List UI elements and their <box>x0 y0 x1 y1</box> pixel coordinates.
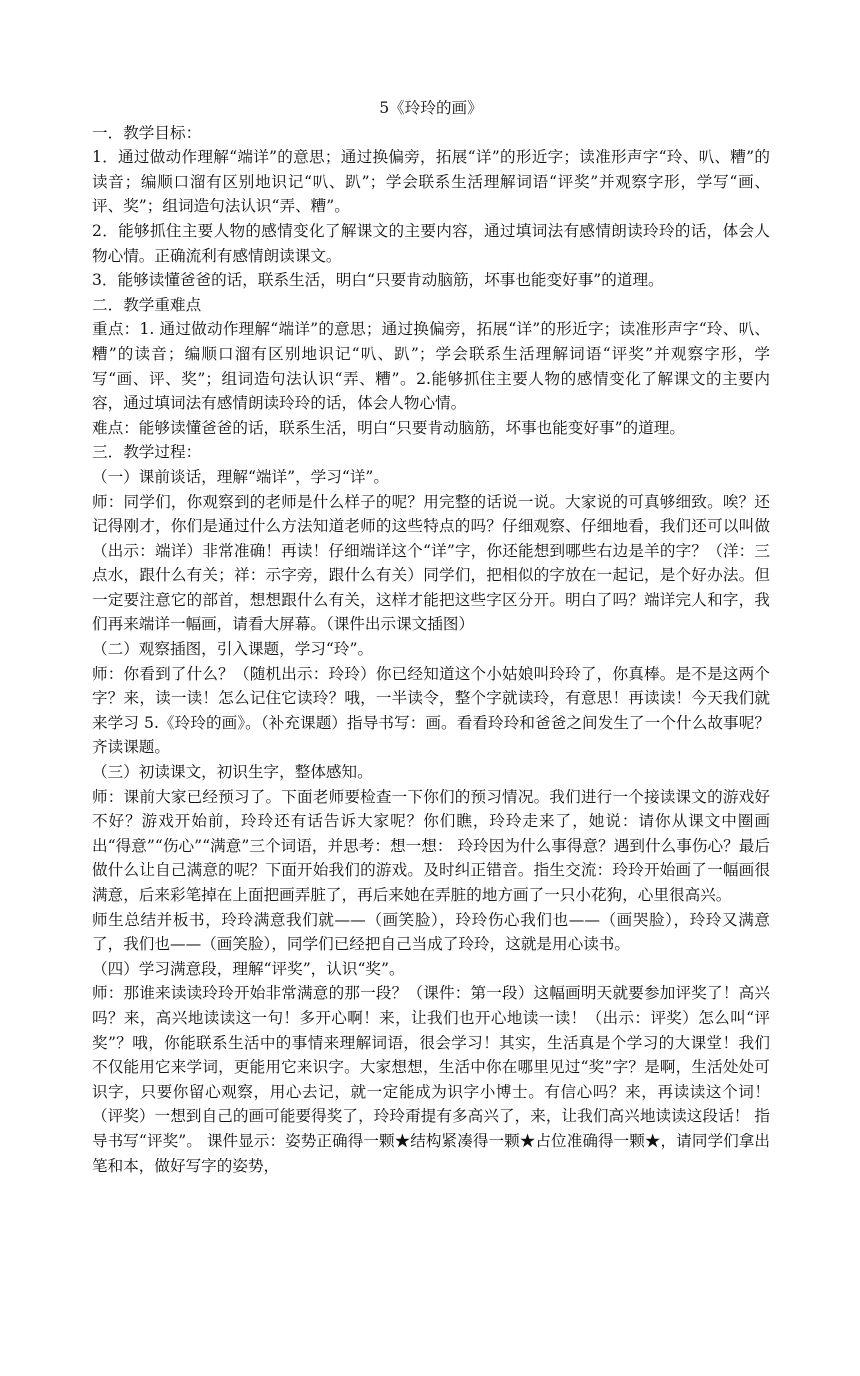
document-title: 5《玲玲的画》 <box>379 99 483 117</box>
step-2-body: 师：你看到了什么？（随机出示：玲玲）你已经知道这个小姑娘叫玲玲了，你真棒。是不是这两个字？来，读一读！怎么记住它读玲？哦，一半读令，整个字就读玲，有意思！再读读！今天我们就来学习 5.《玲玲的画》。（补充课题）指导书写：画。看看玲玲和爸爸之间发生了一个什么故事呢？齐读课题。 <box>92 664 770 757</box>
document-page <box>92 96 770 1178</box>
step-3-summary: 师生总结并板书，玲玲满意我们就——（画笑脸），玲玲伤心我们也——（画哭脸），玲玲又满意了，我们也——（画笑脸），同学们已经把自己当成了玲玲，这就是用心读书。 <box>92 910 770 954</box>
objective-2: 2．能够抓住主要人物的感情变化了解课文的主要内容，通过填词法有感情朗读玲玲的话，体会人物心情。正确流利有感情朗读课文。 <box>92 221 770 265</box>
step-3-heading: （三）初读课文，初识生字，整体感知。 <box>92 763 373 782</box>
step-1-body: 师：同学们，你观察到的老师是什么样子的呢？用完整的话说一说。大家说的可真够细致。唉？还记得刚才，你们是通过什么方法知道老师的这些特点的吗？仔细观察、仔细地看，我们还可以叫做（出示：端详）非常准确！再读！仔细端详这个“详”字，你还能想到哪些右边是羊的字？（洋：三点水，跟什么有关；祥：示字旁，跟什么有关）同学们，把相似的字放在一起记，是个好办法。但一定要注意它的部首，想想跟什么有关，这样才能把这些字区分开。明白了吗？端详完人和字，我们再来端详一幅画，请看大屏幕。（课件出示课文插图） <box>92 492 770 634</box>
section-heading-process: 三．教学过程： <box>92 443 202 462</box>
section-heading-objectives: 一．教学目标： <box>92 123 202 142</box>
difficulty-paragraph: 难点：能够读懂爸爸的话，联系生活，明白“只要肯动脑筋，坏事也能变好事”的道理。 <box>92 418 685 437</box>
section-heading-key-points: 二．教学重难点 <box>92 295 202 314</box>
step-2-heading: （二）观察插图，引入课题，学习“玲”。 <box>92 640 374 659</box>
step-4-body: 师：那谁来读读玲玲开始非常满意的那一段？（课件：第一段）这幅画明天就要参加评奖了！高兴吗？来，高兴地读读这一句！多开心啊！来，让我们也开心地读一读！（出示：评奖）怎么叫“评奖”？哦，你能联系生活中的事情来理解词语，很会学习！其实，生活真是个学习的大课堂！我们不仅能用它来学词，更能用它来识字。大家想想，生活中你在哪里见过“奖”字？是啊，生活处处可识字，只要你留心观察，用心去记，就一定能成为识字小博士。有信心吗？来，再读读这个词！（评奖）一想到自己的画可能要得奖了，玲玲甭提有多高兴了，来，让我们高兴地读读这段话！ 指导书写“评奖”。 课件显示：姿势正确得一颗★结构紧凑得一颗★占位准确得一颗★，请同学们拿出笔和本，做好写字的姿势， <box>92 984 770 1175</box>
key-points-paragraph: 重点：1. 通过做动作理解“端详”的意思；通过换偏旁，拓展“详”的形近字；读准形声字“玲、叭、糟”的读音；编顺口溜有区别地识记“叭、趴”；学会联系生活理解词语“评奖”并观察字形，学写“画、评、奖”；组词造句法认识“弄、糟”。2.能够抓住主要人物的感情变化了解课文的主要内容，通过填词法有感情朗读玲玲的话，体会人物心情。 <box>92 320 770 413</box>
objective-1: 1．通过做动作理解“端详”的意思；通过换偏旁，拓展“详”的形近字；读准形声字“玲、叭、糟”的读音；编顺口溜有区别地识记“叭、趴”；学会联系生活理解词语“评奖”并观察字形，学写“画、评、奖”；组词造句法认识“弄、糟”。 <box>92 148 770 216</box>
step-1-heading: （一）课前谈话，理解“端详”，学习“详”。 <box>92 467 389 486</box>
objective-3: 3．能够读懂爸爸的话，联系生活，明白“只要肯动脑筋，坏事也能变好事”的道理。 <box>92 271 664 290</box>
step-4-heading: （四）学习满意段，理解“评奖”，认识“奖”。 <box>92 959 405 978</box>
step-3-body: 师：课前大家已经预习了。下面老师要检查一下你们的预习情况。我们进行一个接读课文的游戏好不好？游戏开始前，玲玲还有话告诉大家呢？你们瞧，玲玲走来了，她说：请你从课文中圈画出“得意”“伤心”“满意”三个词语，并思考：想一想： 玲玲因为什么事得意？遇到什么事伤心？最后做什么让自己满意的呢？下面开始我们的游戏。及时纠正错音。指生交流：玲玲开始画了一幅画很满意，后来彩笔掉在上面把画弄脏了，再后来她在弄脏的地方画了一只小花狗，心里很高兴。 <box>92 787 770 904</box>
